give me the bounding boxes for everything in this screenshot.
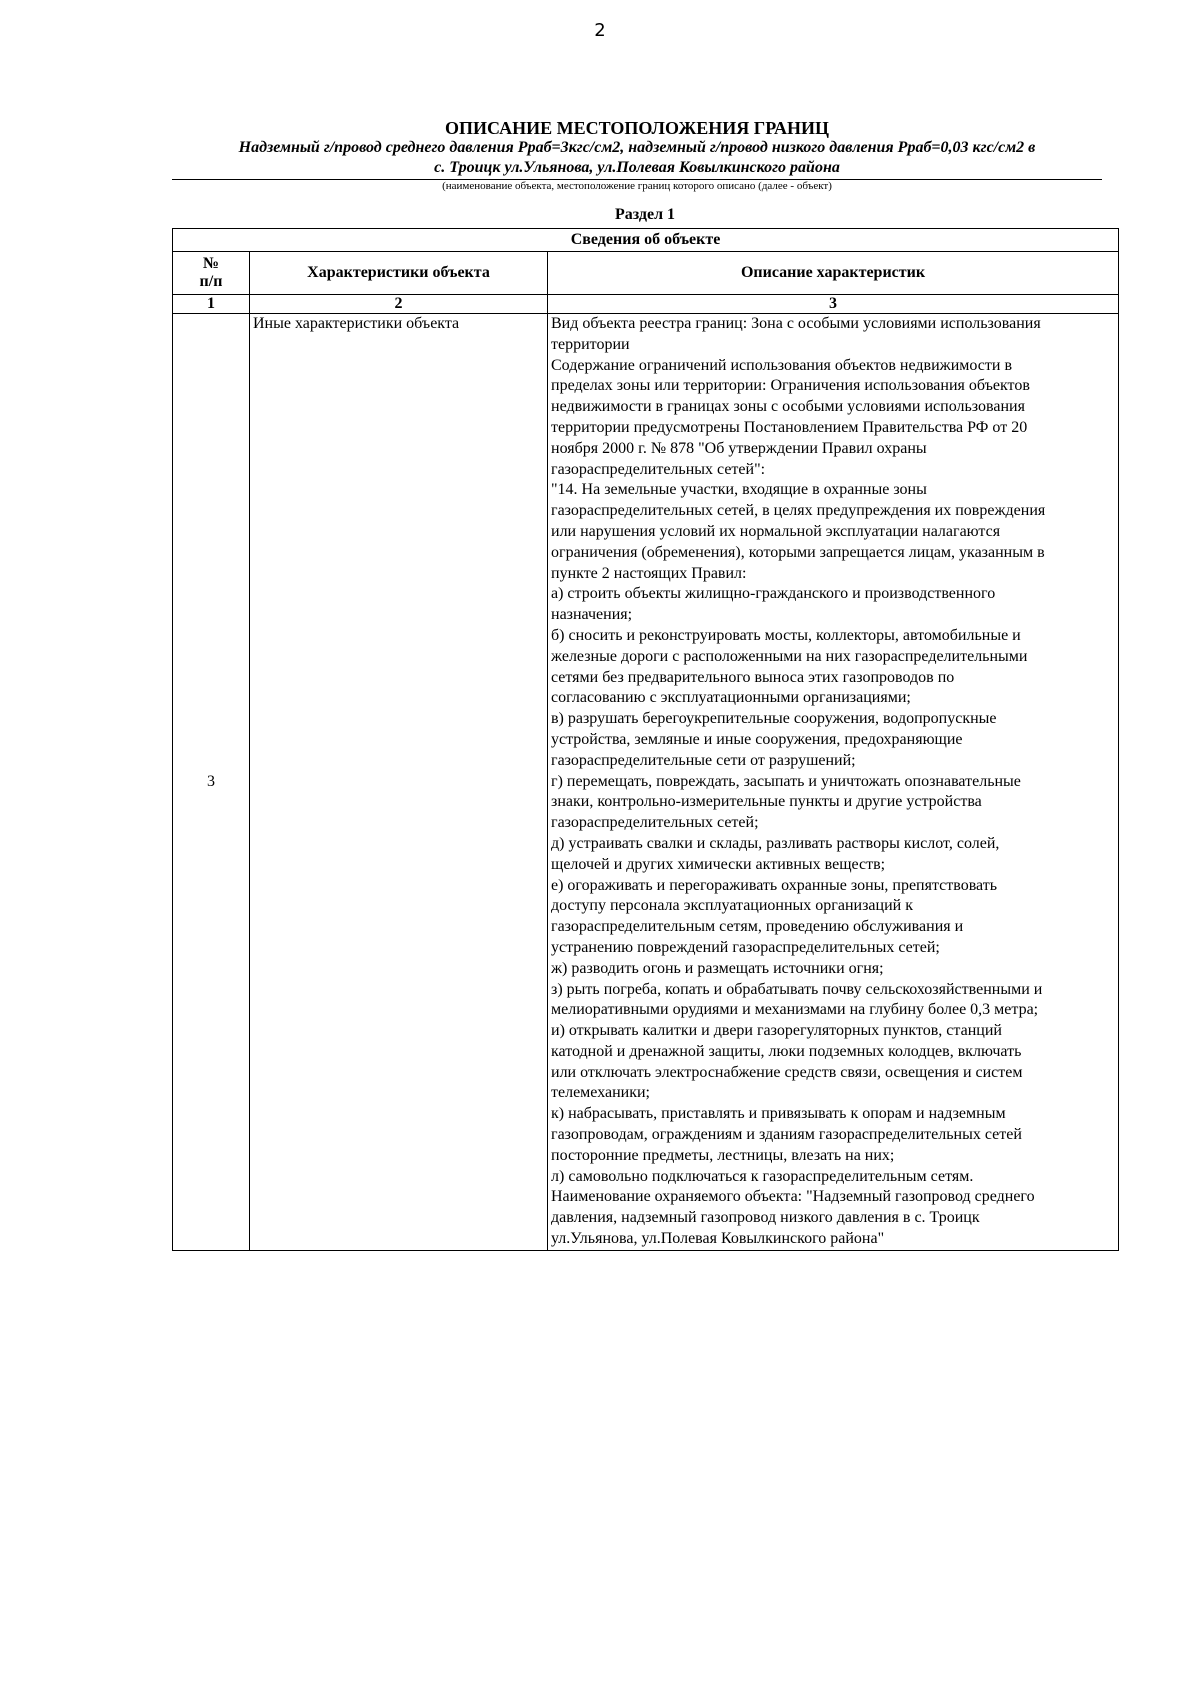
description-line: железные дороги с расположенными на них газораспределительными bbox=[551, 647, 1028, 665]
description-line: Наименование охраняемого объекта: "Надземный газопровод среднего bbox=[551, 1188, 1035, 1206]
description-line: газораспределительных сетей, в целях предупреждения их повреждения bbox=[551, 502, 1046, 520]
description-line: мелиоративными орудиями и механизмами на глубину более 0,3 метра; bbox=[551, 1001, 1039, 1019]
description-line: доступу персонала эксплуатационных организаций к bbox=[551, 897, 913, 915]
description-line: сетями без предварительного выноса этих газопроводов по bbox=[551, 668, 955, 686]
description-line: ж) разводить огонь и размещать источники огня; bbox=[551, 959, 884, 977]
header-number: № п/п bbox=[173, 252, 250, 295]
row-description bbox=[548, 314, 1119, 1251]
subtitle-note: (наименование объекта, местоположение границ которого описано (далее - объект) bbox=[442, 180, 832, 192]
description-line: щелочей и других химически активных веществ; bbox=[551, 855, 886, 873]
description-line: посторонние предметы, лестницы, влезать на них; bbox=[551, 1146, 895, 1164]
description-line: д) устраивать свалки и склады, разливать растворы кислот, солей, bbox=[551, 834, 1000, 852]
document-subtitle-line-1: Надземный г/провод среднего давления Рраб=3кгс/см2, надземный г/провод низкого давления Рраб=0,03 кгс/см2 в bbox=[238, 139, 1036, 156]
row-number: 3 bbox=[173, 314, 250, 1251]
description-line: Содержание ограничений использования объектов недвижимости в bbox=[551, 356, 1012, 374]
document-subtitle-line-2: с. Троицк ул.Ульянова, ул.Полевая Ковылкинского района bbox=[434, 159, 840, 176]
column-number-2: 2 bbox=[250, 295, 548, 314]
description-line: а) строить объекты жилищно-гражданского и производственного bbox=[551, 585, 996, 603]
description-line: б) сносить и реконструировать мосты, коллекторы, автомобильные и bbox=[551, 626, 1021, 644]
document-header bbox=[172, 118, 1102, 192]
description-line: территории bbox=[551, 335, 630, 353]
description-line: газопроводам, ограждениям и зданиям газораспределительных сетей bbox=[551, 1126, 1022, 1144]
page-number: 2 bbox=[594, 20, 606, 41]
description-line: устройства, земляные и иные сооружения, предохраняющие bbox=[551, 730, 963, 748]
description-line: устранению повреждений газораспределительных сетей; bbox=[551, 938, 940, 956]
description-line: ноября 2000 г. № 878 "Об утверждении Правил охраны bbox=[551, 439, 927, 457]
table-header-row bbox=[173, 252, 1119, 295]
header-characteristic: Характеристики объекта bbox=[250, 252, 548, 295]
description-line: л) самовольно подключаться к газораспределительным сетям. bbox=[551, 1167, 974, 1185]
description-line: пункте 2 настоящих Правил: bbox=[551, 564, 747, 582]
description-line: ул.Ульянова, ул.Полевая Ковылкинского района" bbox=[551, 1230, 885, 1248]
description-line: телемеханики; bbox=[551, 1084, 650, 1102]
description-line: территории предусмотрены Постановлением Правительства РФ от 20 bbox=[551, 418, 1028, 436]
description-line: "14. На земельные участки, входящие в охранные зоны bbox=[551, 481, 927, 499]
section-title: Раздел 1 bbox=[614, 206, 676, 223]
table-caption: Сведения об объекте bbox=[173, 229, 1119, 252]
description-line: г) перемещать, повреждать, засыпать и уничтожать опознавательные bbox=[551, 772, 1021, 790]
description-line: ограничения (обременения), которыми запрещается лицам, указанным в bbox=[551, 543, 1045, 561]
description-line: согласованию с эксплуатационными организациями; bbox=[551, 689, 911, 707]
description-line: газораспределительных сетей": bbox=[551, 460, 766, 478]
description-line: или отключать электроснабжение средств связи, освещения и систем bbox=[551, 1063, 1023, 1081]
description-line: газораспределительные сети от разрушений; bbox=[551, 751, 856, 769]
column-number-3: 3 bbox=[548, 295, 1119, 314]
description-line: газораспределительных сетей; bbox=[551, 814, 759, 832]
description-line: к) набрасывать, приставлять и привязывать к опорам и надземным bbox=[551, 1105, 1006, 1123]
description-line: катодной и дренажной защиты, люки подземных колодцев, включать bbox=[551, 1042, 1022, 1060]
table-row bbox=[173, 314, 1119, 1251]
column-number-1: 1 bbox=[173, 295, 250, 314]
column-numbers-row bbox=[173, 295, 1119, 314]
description-line: газораспределительным сетям, проведению обслуживания и bbox=[551, 918, 964, 936]
description-line: или нарушения условий их нормальной эксплуатации налагаются bbox=[551, 522, 1001, 540]
description-line: недвижимости в границах зоны с особыми условиями использования bbox=[551, 398, 1025, 416]
object-info-table bbox=[172, 228, 1119, 1251]
description-line: з) рыть погреба, копать и обрабатывать почву сельскохозяйственными и bbox=[551, 980, 1043, 998]
document-title: ОПИСАНИЕ МЕСТОПОЛОЖЕНИЯ ГРАНИЦ bbox=[445, 118, 829, 138]
description-line: Вид объекта реестра границ: Зона с особыми условиями использования bbox=[551, 315, 1041, 332]
row-characteristic: Иные характеристики объекта bbox=[250, 314, 548, 1251]
description-line: пределах зоны или территории: Ограничения использования объектов bbox=[551, 377, 1030, 395]
description-line: и) открывать калитки и двери газорегуляторных пунктов, станций bbox=[551, 1022, 1002, 1040]
description-line: в) разрушать берегоукрепительные сооружения, водопропускные bbox=[551, 710, 997, 728]
table-caption-row bbox=[173, 229, 1119, 252]
description-line: знаки, контрольно-измерительные пункты и другие устройства bbox=[551, 793, 982, 811]
header-description: Описание характеристик bbox=[548, 252, 1119, 295]
description-line: е) огораживать и перегораживать охранные зоны, препятствовать bbox=[551, 876, 998, 894]
description-line: назначения; bbox=[551, 606, 633, 624]
description-line: давления, надземный газопровод низкого давления в с. Троицк bbox=[551, 1209, 980, 1227]
